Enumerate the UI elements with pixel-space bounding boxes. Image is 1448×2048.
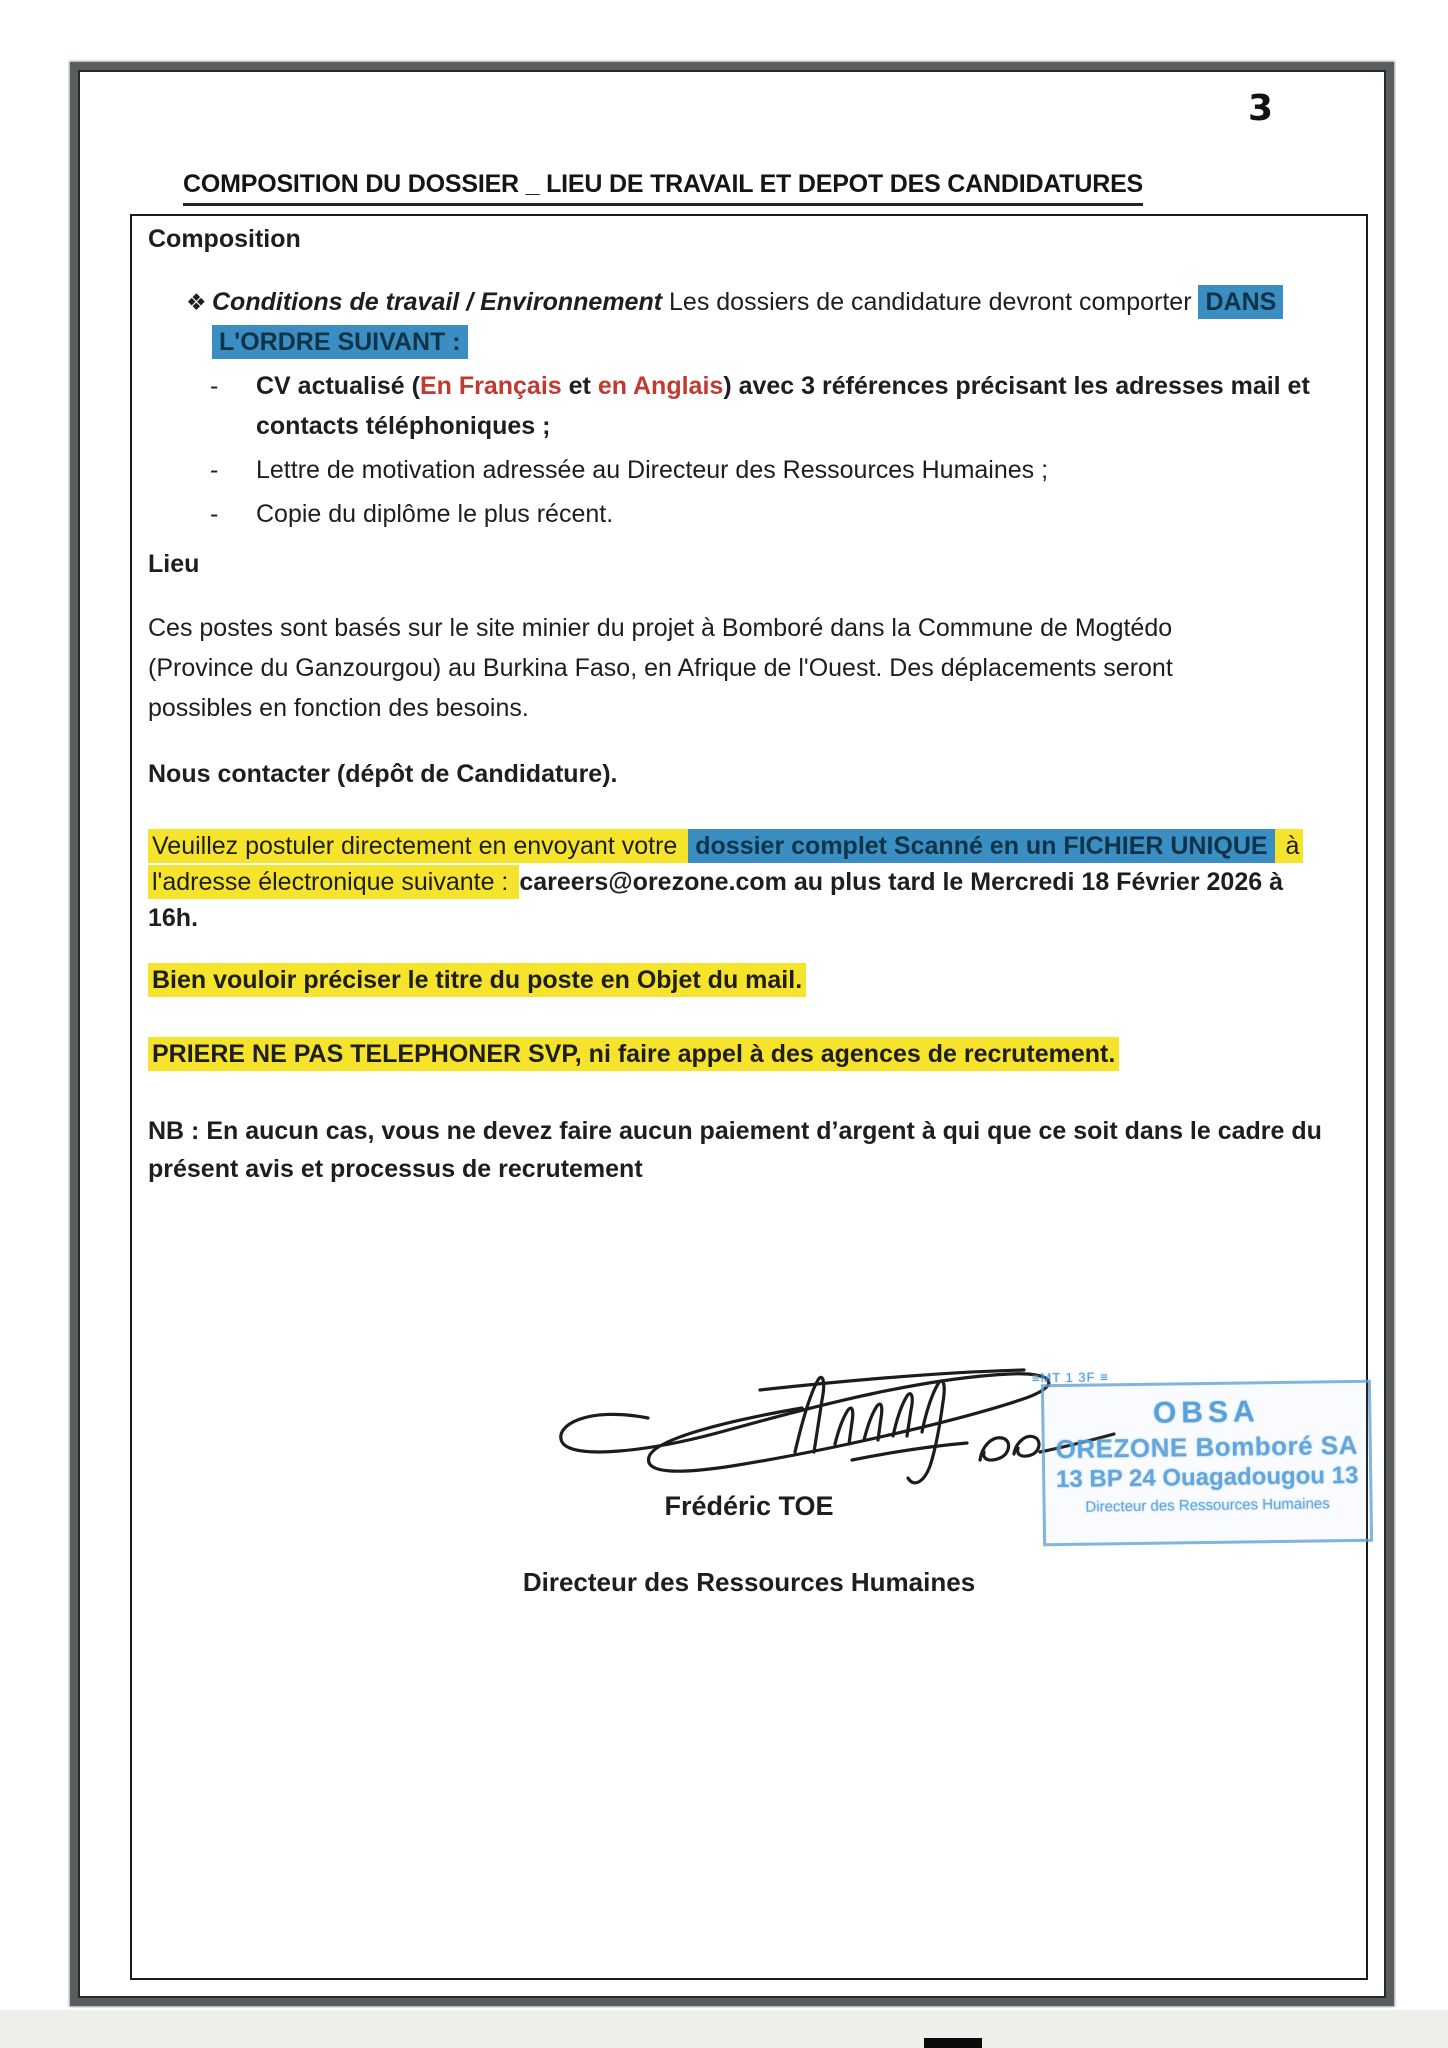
cv-lang-en: en Anglais <box>597 372 724 400</box>
apply-yellow-2: l'adresse électronique suivante : <box>148 865 519 899</box>
nb-disclaimer: NB : En aucun cas, vous ne devez faire aucun paiement d’argent à qui que ce soit dans le cadre du présent avis et processus de recrutement <box>148 1117 1322 1183</box>
apply-line-1 <box>148 828 1352 864</box>
contact-heading: Nous contacter (dépôt de Candidature). <box>148 760 618 788</box>
apply-yellow-1: Veuillez postuler directement en envoyant votre <box>148 829 688 863</box>
cv-text-pre: CV actualisé ( <box>256 372 420 400</box>
signature-ink <box>864 1404 882 1440</box>
signature-ink <box>561 1374 1049 1471</box>
document-title: COMPOSITION DU DOSSIER _ LIEU DE TRAVAIL ET DEPOT DES CANDIDATURES <box>183 170 1143 206</box>
cv-lang-fr: En Français <box>419 372 562 400</box>
scan-bottom-strip <box>0 2010 1448 2048</box>
cv-text-mid: et <box>561 372 598 400</box>
email-address: careers@orezone.com <box>519 868 787 896</box>
content-box <box>130 214 1368 1980</box>
list-item-lettre <box>148 450 1402 490</box>
signature-ink <box>893 1394 912 1436</box>
apply-line-3: 16h. <box>148 904 199 932</box>
list-item-cv <box>148 366 1402 446</box>
apply-blue-highlight: dossier complet Scanné en un FICHIER UNIQUE <box>688 829 1274 863</box>
list-item-copie <box>148 494 1402 534</box>
apply-line-2 <box>148 864 1352 900</box>
signature-ink <box>760 1370 1024 1390</box>
dossier-items-list <box>148 366 1352 534</box>
composition-intro-line1 <box>212 282 1352 322</box>
signature-ink <box>835 1408 853 1444</box>
dash-bullet-icon: - <box>210 456 219 484</box>
scan-black-bar-artifact <box>924 2038 982 2048</box>
stamp-obsa: OBSA <box>1152 1395 1260 1430</box>
lieu-paragraph: Ces postes sont basés sur le site minier du projet à Bomboré dans la Commune de Mogtédo (Province du Ganzourgou) au Burkina Faso, en Afrique de l'Ouest. Des déplacements seront possibles en fonction des besoins. <box>148 614 1173 722</box>
page-number: 3 <box>1248 88 1274 129</box>
lettre-text: Lettre de motivation adressée au Directeur des Ressources Humaines ; <box>256 456 1049 484</box>
composition-intro-line2 <box>212 322 1352 362</box>
signature-ink <box>852 1443 967 1460</box>
signatory-name: Frédéric TOE <box>664 1491 834 1521</box>
apply-instructions <box>148 828 1352 936</box>
intro-italic-lead: Conditions de travail / Environnement <box>212 288 663 316</box>
no-phone-note: PRIERE NE PAS TELEPHONER SVP, ni faire appel à des agences de recrutement. <box>148 1037 1119 1071</box>
stamp-address: 13 BP 24 Ouagadougou 13 <box>1055 1461 1359 1494</box>
subject-note: Bien vouloir préciser le titre du poste en Objet du mail. <box>148 963 806 997</box>
apply-yellow-tail: à <box>1275 829 1304 863</box>
lieu-heading: Lieu <box>148 550 200 578</box>
dash-bullet-icon: - <box>210 500 219 528</box>
intro-highlight-ordre: L'ORDRE SUIVANT : <box>212 325 468 359</box>
intro-highlight-dans: DANS <box>1198 285 1283 319</box>
signatory-role: Directeur des Ressources Humaines <box>522 1567 976 1597</box>
diamond-bullet-icon: ❖ <box>186 289 207 315</box>
composition-heading: Composition <box>148 225 301 253</box>
stamp-illegible-row: ≡MT 1 3F ≡ <box>1031 1369 1109 1386</box>
signature-ink <box>980 1438 1009 1460</box>
intro-text: Les dossiers de candidature devront comporter <box>662 288 1199 316</box>
deadline-text: au plus tard le Mercredi 18 Février 2026 à <box>786 868 1283 896</box>
cv-text-post: ) avec 3 références précisant les adresses mail et contacts téléphoniques ; <box>256 372 1310 440</box>
stamp-role: Directeur des Ressources Humaines <box>1085 1495 1330 1516</box>
signature-ink <box>1014 1436 1039 1456</box>
no-phone-note-row <box>148 1036 1352 1072</box>
subject-note-row <box>148 962 1352 998</box>
composition-intro <box>148 282 1352 362</box>
signature-ink <box>795 1377 824 1452</box>
dash-bullet-icon: - <box>210 372 219 400</box>
stamp-company: OREZONE Bomboré SA <box>1055 1429 1359 1465</box>
copie-text: Copie du diplôme le plus récent. <box>256 500 614 528</box>
